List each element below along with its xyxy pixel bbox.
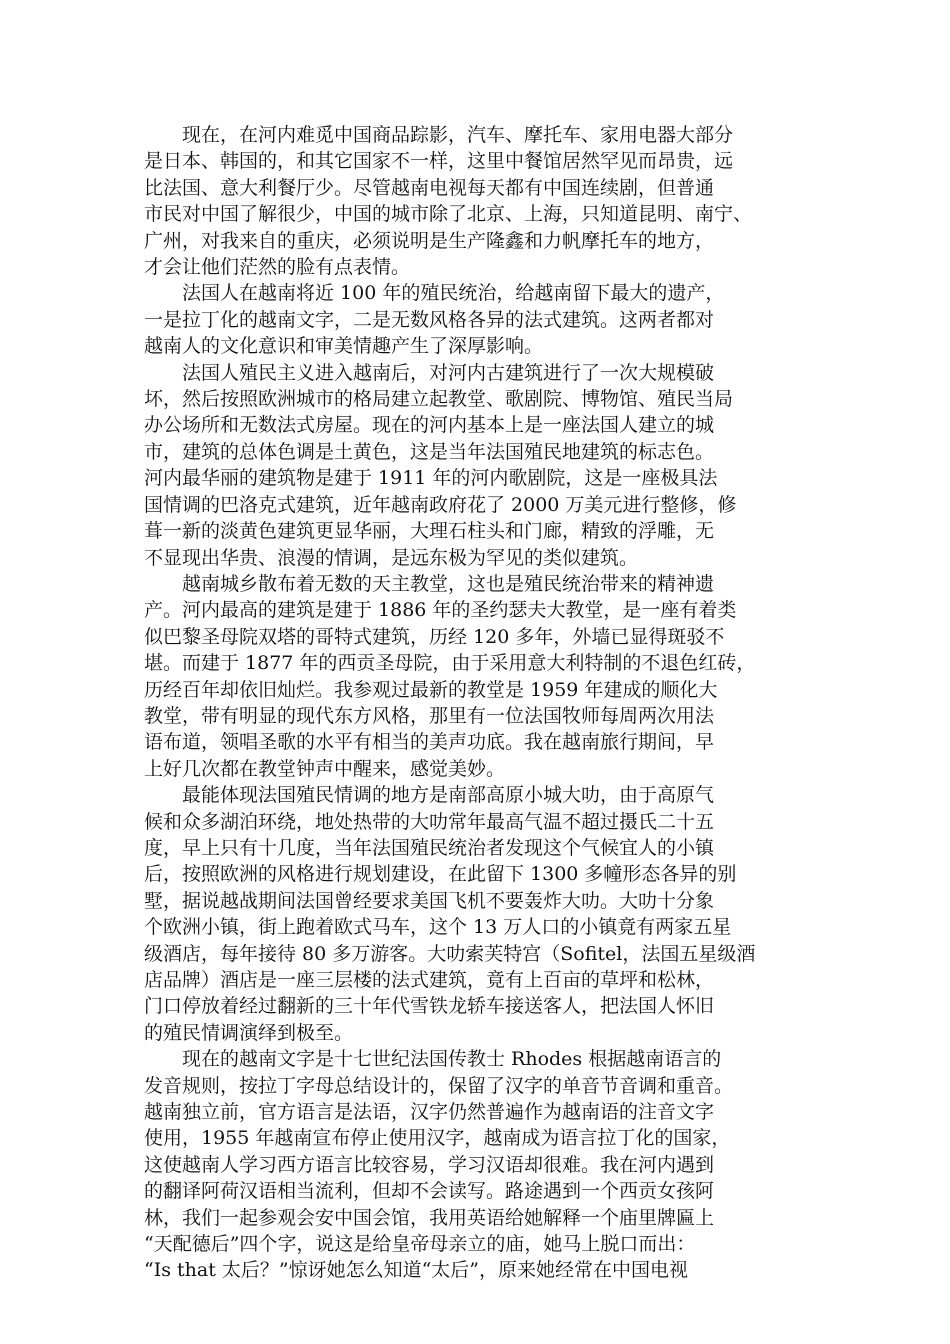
- text-line: 候和众多湖泊环绕，地处热带的大叻常年最高气温不超过摄氏二十五: [144, 810, 715, 833]
- text-line: 门口停放着经过翻新的三十年代雪铁龙轿车接送客人，把法国人怀旧: [144, 995, 715, 1018]
- text-line: 的翻译阿荷汉语相当流利，但却不会读写。路途遇到一个西贡女孩阿: [144, 1180, 715, 1203]
- text-line: 现在，在河内难觅中国商品踪影，汽车、摩托车、家用电器大部分: [182, 124, 734, 146]
- text-line: 越南人的文化意识和审美情趣产生了深厚影响。: [144, 335, 544, 358]
- text-line: 林，我们一起参观会安中国会馆，我用英语给她解释一个庙里牌匾上: [144, 1206, 715, 1229]
- text-line: 上好几次都在教堂钟声中醒来，感觉美妙。: [144, 757, 506, 780]
- paragraph-3: [144, 360, 806, 571]
- text-line: 现在的越南文字是十七世纪法国传教士 Rhodes 根据越南语言的: [182, 1048, 722, 1071]
- text-line: 似巴黎圣母院双塔的哥特式建筑，历经 120 多年，外墙已显得斑驳不: [144, 625, 725, 648]
- text-line: 一是拉丁化的越南文字，二是无数风格各异的法式建筑。这两者都对: [144, 308, 715, 331]
- text-line: 个欧洲小镇，街上跑着欧式马车，这个 13 万人口的小镇竟有两家五星: [144, 916, 732, 939]
- text-line: 河内最华丽的建筑物是建于 1911 年的河内歌剧院，这是一座极具法: [144, 467, 718, 490]
- text-line: 历经百年却依旧灿烂。我参观过最新的教堂是 1959 年建成的顺化大: [144, 678, 718, 701]
- text-line: 是日本、韩国的，和其它国家不一样，这里中餐馆居然罕见而昂贵，远: [144, 150, 734, 173]
- text-line: 市，建筑的总体色调是土黄色，这是当年法国殖民地建筑的标志色。: [144, 440, 715, 463]
- paragraph-4: [144, 571, 806, 782]
- text-line: 法国人殖民主义进入越南后，对河内古建筑进行了一次大规模破: [182, 361, 715, 384]
- text-line: 法国人在越南将近 100 年的殖民统治，给越南留下最大的遗产，: [182, 282, 725, 305]
- text-line: 店品牌）酒店是一座三层楼的法式建筑，竟有上百亩的草坪和松林，: [144, 969, 715, 991]
- text-line: 级酒店，每年接待 80 多万游客。大叻索芙特宫（Sofitel，法国五星级酒: [144, 942, 756, 965]
- text-line: 办公场所和无数法式房屋。现在的河内基本上是一座法国人建立的城: [144, 414, 715, 437]
- text-line: 越南城乡散布着无数的天主教堂，这也是殖民统治带来的精神遗: [182, 572, 715, 595]
- text-line: 不显现出华贵、浪漫的情调，是远东极为罕见的类似建筑。: [144, 546, 639, 569]
- text-line: 坏，然后按照欧洲城市的格局建立起教堂、歌剧院、博物馆、殖民当局: [144, 388, 734, 411]
- text-line: 最能体现法国殖民情调的地方是南部高原小城大叻，由于高原气: [182, 784, 715, 807]
- paragraph-6: [144, 1046, 806, 1284]
- text-line: 教堂，带有明显的现代东方风格，那里有一位法国牧师每周两次用法: [144, 704, 715, 727]
- paragraph-1: [144, 122, 806, 280]
- text-line: “Is that 太后？”惊讶她怎么知道“太后”，原来她经常在中国电视: [144, 1259, 689, 1282]
- text-line: “天配德后”四个字，说这是给皇帝母亲立的庙，她马上脱口而出：: [144, 1233, 696, 1256]
- text-line: 语布道，领唱圣歌的水平有相当的美声功底。我在越南旅行期间，早: [144, 731, 715, 754]
- paragraph-2: [144, 280, 806, 359]
- text-line: 比法国、意大利餐厅少。尽管越南电视每天都有中国连续剧，但普通: [144, 176, 715, 199]
- text-line: 后，按照欧洲的风格进行规划建设，在此留下 1300 多幢形态各异的别: [144, 863, 737, 886]
- text-line: 产。河内最高的建筑是建于 1886 年的圣约瑟夫大教堂，是一座有着类: [144, 599, 737, 622]
- text-line: 这使越南人学习西方语言比较容易，学习汉语却很难。我在河内遇到: [144, 1153, 715, 1176]
- text-line: 市民对中国了解很少，中国的城市除了北京、上海，只知道昆明、南宁、: [144, 203, 753, 226]
- text-line: 越南独立前，官方语言是法语，汉字仍然普遍作为越南语的注音文字: [144, 1101, 715, 1124]
- text-line: 葺一新的淡黄色建筑更显华丽，大理石柱头和门廊，精致的浮雕，无: [144, 520, 715, 543]
- text-line: 国情调的巴洛克式建筑，近年越南政府花了 2000 万美元进行整修，修: [144, 493, 737, 516]
- text-line: 堪。而建于 1877 年的西贡圣母院，由于采用意大利特制的不退色红砖，: [144, 652, 756, 675]
- text-line: 的殖民情调演绎到极至。: [144, 1021, 354, 1044]
- text-line: 广州，对我来自的重庆，必须说明是生产隆鑫和力帆摩托车的地方，: [144, 229, 715, 252]
- text-line: 发音规则，按拉丁字母总结设计的，保留了汉字的单音节音调和重音。: [144, 1074, 734, 1097]
- document-page: [144, 122, 806, 1284]
- text-line: 才会让他们茫然的脸有点表情。: [144, 256, 411, 279]
- paragraph-5: [144, 782, 806, 1046]
- text-line: 墅，据说越战期间法国曾经要求美国飞机不要轰炸大叻。大叻十分象: [144, 889, 715, 912]
- text-line: 度，早上只有十几度，当年法国殖民统治者发现这个气候宜人的小镇: [144, 836, 715, 859]
- text-line: 使用，1955 年越南宣布停止使用汉字，越南成为语言拉丁化的国家，: [144, 1127, 731, 1150]
